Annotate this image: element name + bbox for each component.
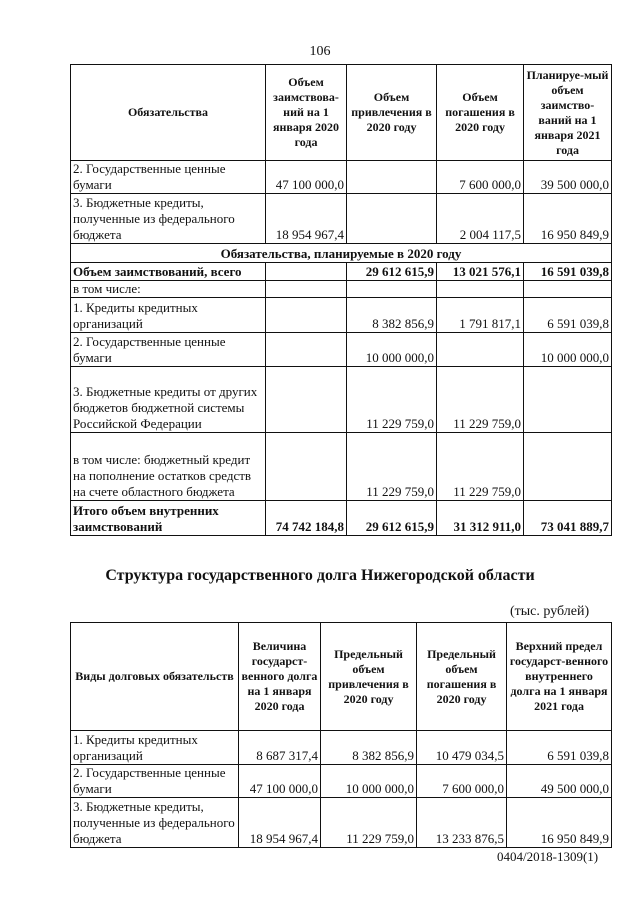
cell: 8 382 856,9 [321,731,417,765]
cell: 10 479 034,5 [417,731,507,765]
header-repayment: Объем погашения в 2020 году [437,65,524,161]
row-label: 3. Бюджетные кредиты, полученные из федерального бюджета [71,798,239,848]
cell [266,367,347,433]
row-label: 3. Бюджетные кредиты от других бюджетов бюджетной системы Российской Федерации [71,367,266,433]
cell: 11 229 759,0 [321,798,417,848]
borrowings-table [70,64,612,536]
cell: 47 100 000,0 [266,161,347,194]
cell: 29 612 615,9 [347,501,437,536]
cell: 18 954 967,4 [266,194,347,244]
row-label: 2. Государственные ценные бумаги [71,765,239,798]
row-label: 1. Кредиты кредитных организаций [71,298,266,333]
table-row [71,798,612,848]
cell: 7 600 000,0 [437,161,524,194]
cell: 11 229 759,0 [437,433,524,501]
cell: 2 004 117,5 [437,194,524,244]
cell: 11 229 759,0 [347,433,437,501]
cell: 18 954 967,4 [239,798,321,848]
table-row [71,731,612,765]
cell: 8 687 317,4 [239,731,321,765]
table-row [71,333,612,367]
cell: 16 950 849,9 [524,194,612,244]
header-attraction-limit: Предельный объем привлечения в 2020 году [321,623,417,731]
section-heading-row [71,244,612,263]
header-attraction: Объем привлечения в 2020 году [347,65,437,161]
cell: 29 612 615,9 [347,263,437,281]
cell: 73 041 889,7 [524,501,612,536]
cell: 11 229 759,0 [347,367,437,433]
row-label: в том числе: бюджетный кредит на пополнение остатков средств на счете областного бюджета [71,433,266,501]
cell: 8 382 856,9 [347,298,437,333]
cell [266,298,347,333]
cell [524,367,612,433]
cell: 16 950 849,9 [507,798,612,848]
cell: 47 100 000,0 [239,765,321,798]
cell: 31 312 911,0 [437,501,524,536]
cell: 10 000 000,0 [524,333,612,367]
cell: 74 742 184,8 [266,501,347,536]
table-row [71,161,612,194]
cell [347,194,437,244]
cell: 10 000 000,0 [347,333,437,367]
header-volume-start: Объем заимствова-ний на 1 января 2020 года [266,65,347,161]
units-label: (тыс. рублей) [510,604,590,619]
row-label: 2. Государственные ценные бумаги [71,333,266,367]
header-obligations: Обязательства [71,65,266,161]
row-label: 3. Бюджетные кредиты, полученные из федерального бюджета [71,194,266,244]
cell: 6 591 039,8 [524,298,612,333]
total-borrowing-row [71,263,612,281]
cell: 6 591 039,8 [507,731,612,765]
cell [266,263,347,281]
row-label: в том числе: [71,281,266,298]
table-row [71,194,612,244]
table-row [71,433,612,501]
cell: 1 791 817,1 [437,298,524,333]
cell: 16 591 039,8 [524,263,612,281]
section-heading: Обязательства, планируемые в 2020 году [71,244,612,263]
cell [347,161,437,194]
row-label: 2. Государственные ценные бумаги [71,161,266,194]
cell: 39 500 000,0 [524,161,612,194]
header-planned-volume: Планируе-мый объем заимство-ваний на 1 января 2021 года [524,65,612,161]
header-debt-start: Величина государст-венного долга на 1 января 2020 года [239,623,321,731]
table-row [71,765,612,798]
cell [437,333,524,367]
table-header-row [71,623,612,731]
header-upper-limit: Верхний предел государст-венного внутреннего долга на 1 января 2021 года [507,623,612,731]
section-title: Структура государственного долга Нижегородской области [105,567,535,584]
header-repayment-limit: Предельный объем погашения в 2020 году [417,623,507,731]
row-label: 1. Кредиты кредитных организаций [71,731,239,765]
grand-total-row [71,501,612,536]
table-row [71,367,612,433]
debt-structure-table [70,622,612,848]
cell [266,433,347,501]
including-row [71,281,612,298]
page-number: 106 [309,44,331,59]
cell [266,333,347,367]
cell: 7 600 000,0 [417,765,507,798]
cell: 11 229 759,0 [437,367,524,433]
document-code: 0404/2018-1309(1) [497,849,599,864]
row-label: Итого объем внутренних заимствований [71,501,266,536]
cell: 10 000 000,0 [321,765,417,798]
cell: 13 021 576,1 [437,263,524,281]
cell: 49 500 000,0 [507,765,612,798]
cell: 13 233 876,5 [417,798,507,848]
table-row [71,298,612,333]
row-label: Объем заимствований, всего [71,263,266,281]
header-debt-type: Виды долговых обязательств [71,623,239,731]
table-header-row [71,65,612,161]
cell [524,433,612,501]
